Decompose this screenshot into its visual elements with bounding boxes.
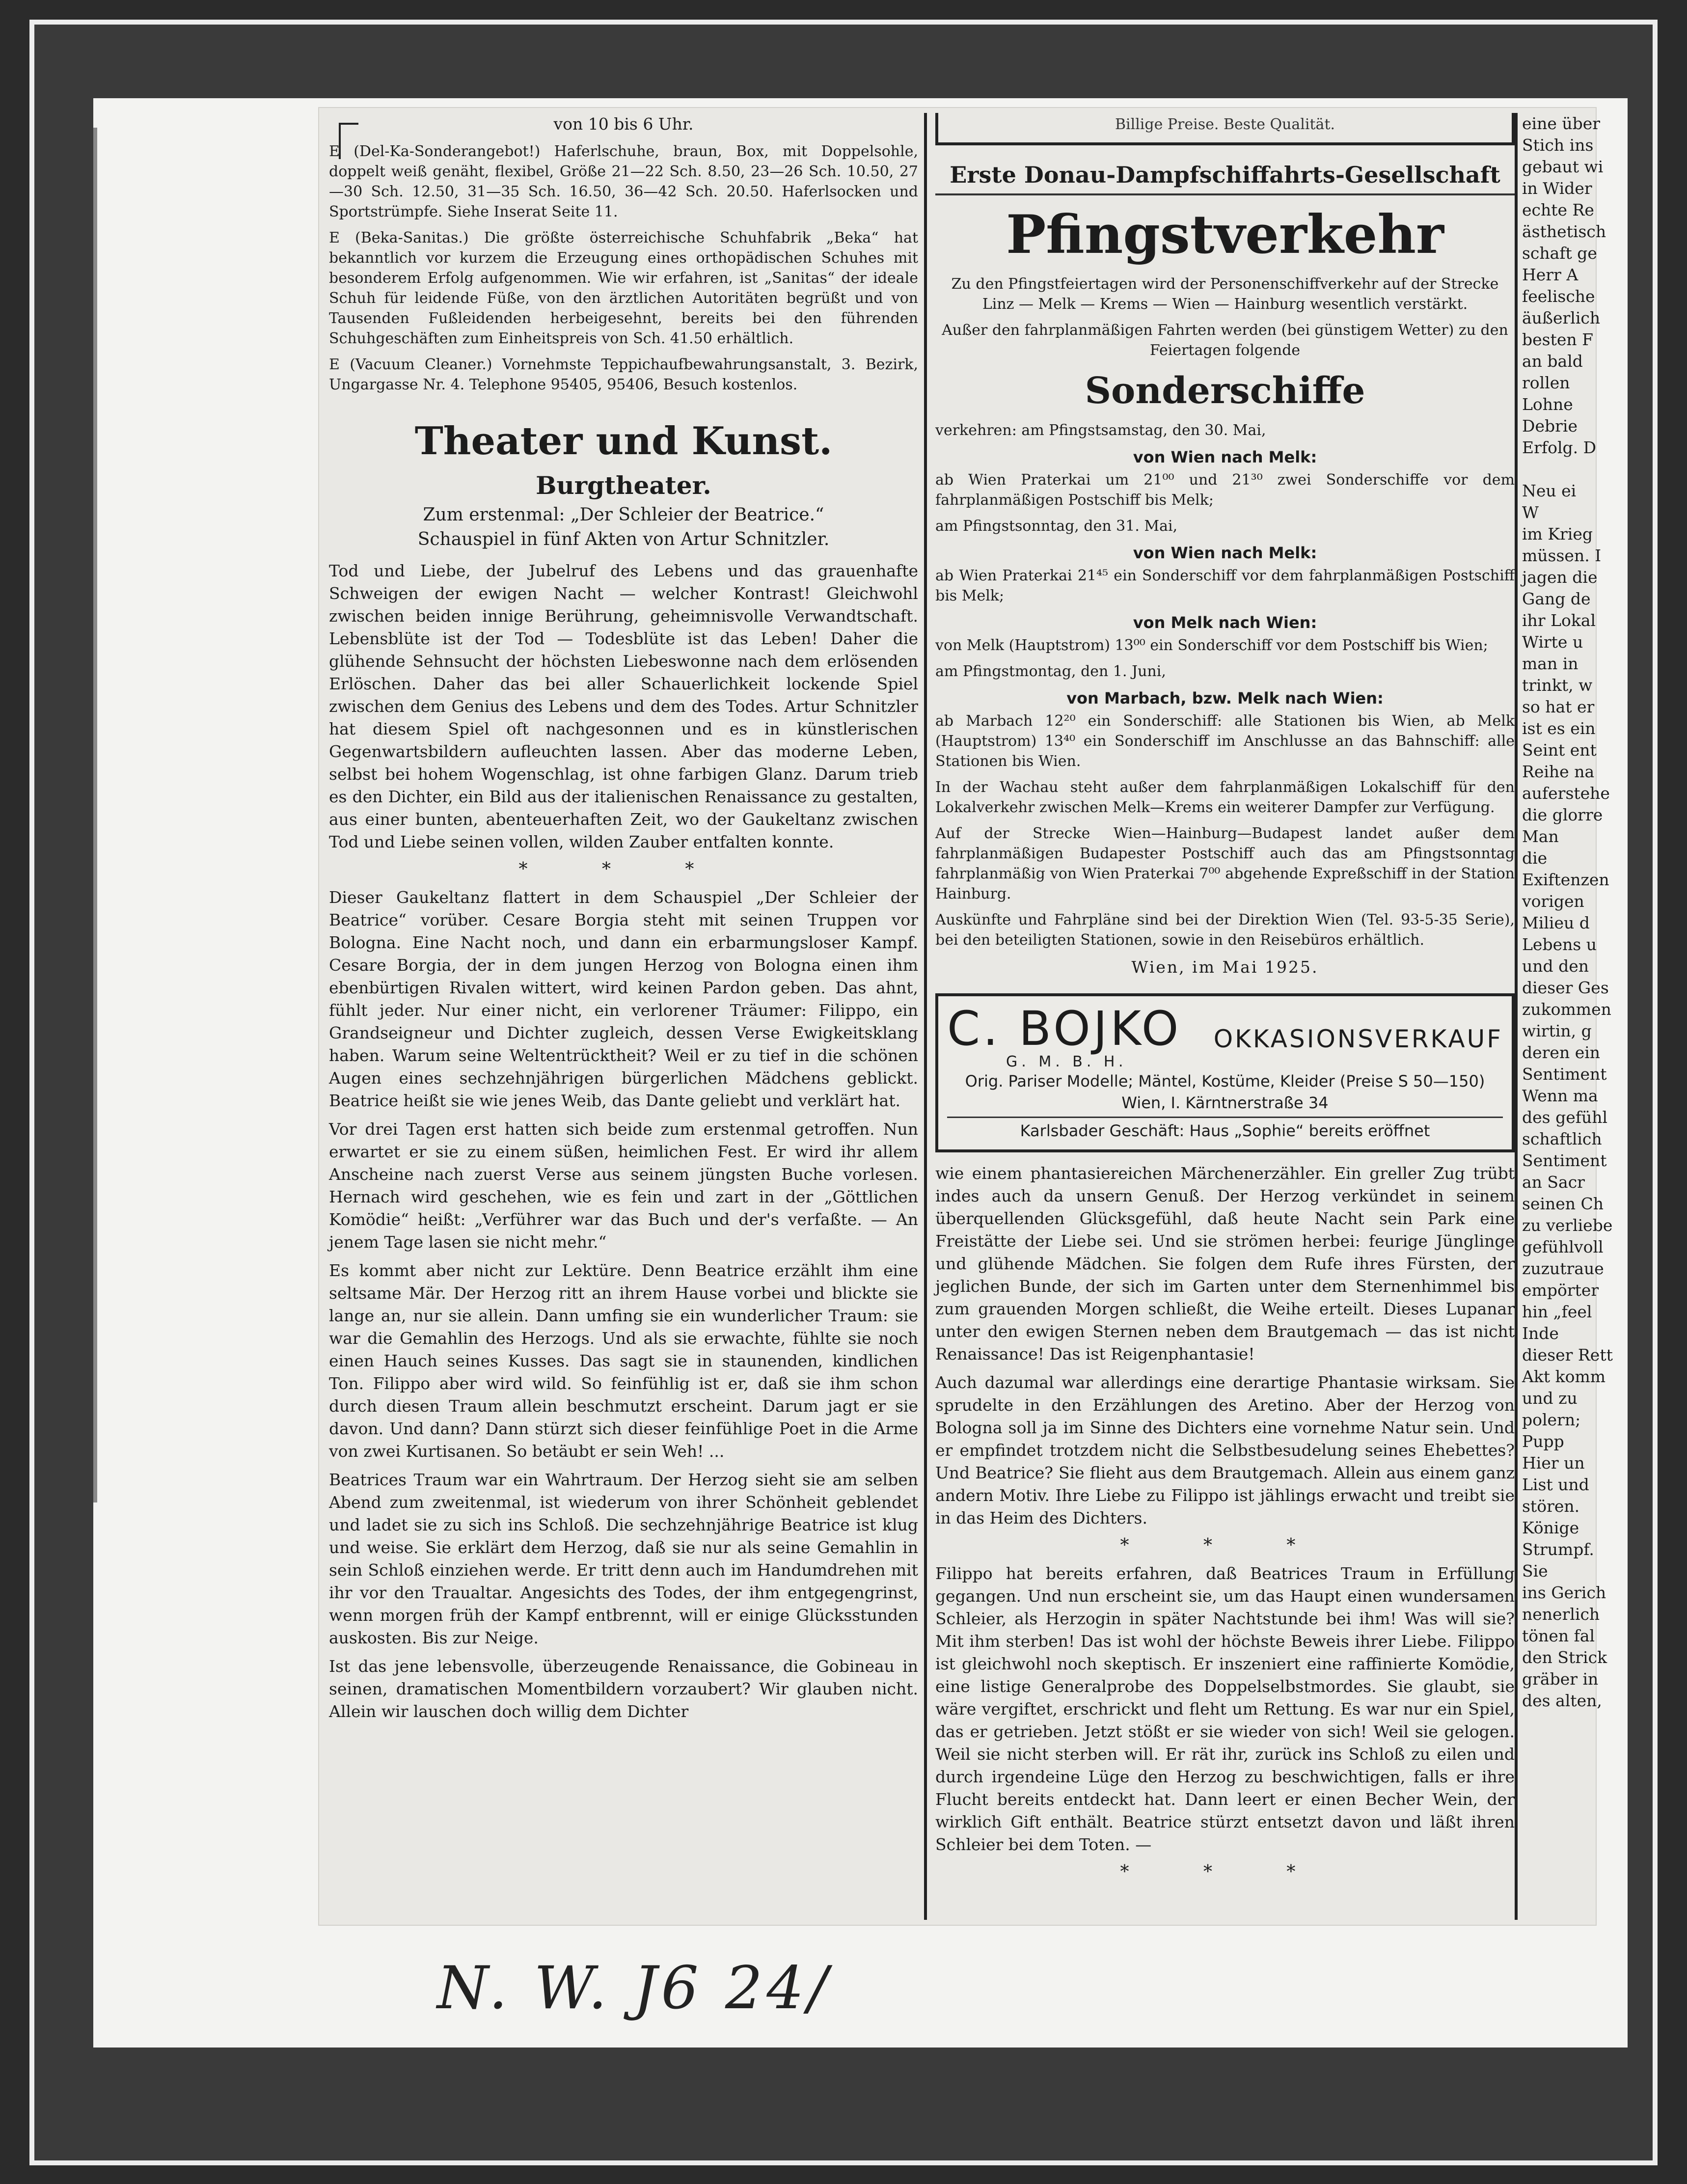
cut-line: Wirte u (1522, 632, 1583, 652)
company-name: Erste Donau-Dampfschiffahrts-Gesellschaft (935, 160, 1515, 195)
cut-line: ins Gerich (1522, 1583, 1606, 1602)
cut-line: ihr Lokal (1522, 611, 1596, 630)
schedule-line: Auskünfte und Fahrpläne sind bei der Direktion Wien (Tel. 93-5-35 Serie), bei den beteiligten Stationen, sowie in den Reisebüros erhältlich. (935, 911, 1515, 949)
route-heading: von Melk nach Wien: (1133, 613, 1317, 632)
schedule-line: ab Wien Praterkai 21⁴⁵ ein Sonderschiff vor dem fahrplanmäßigen Postschiff bis Melk; (935, 567, 1515, 604)
cut-line: Gang de (1522, 589, 1591, 608)
ad-line: Karlsbader Geschäft: Haus „Sophie“ bereits eröffnet (947, 1117, 1503, 1142)
cut-line: feelische (1522, 287, 1595, 306)
cut-line: rollen (1522, 373, 1570, 392)
ad-brand: C. BOJKO (947, 1001, 1182, 1056)
notice-intro: Zu den Pfingstfeiertagen wird der Personenschiffverkehr auf der Strecke Linz — Melk — Krems — Wien — Hainburg wesentlich verstärkt. (951, 275, 1499, 313)
cut-line: empörter (1522, 1281, 1599, 1300)
article-paragraph: Ist das jene lebensvolle, überzeugende Renaissance, die Gobineau in seinen, dramatischen Momentbildern vorzaubert? Wir glauben nicht. Allein wir lauschen doch willig dem Dichter (329, 1657, 918, 1721)
cut-line: Herr A (1522, 265, 1578, 284)
premiere-line: Zum erstenmal: „Der Schleier der Beatrice.“ (423, 505, 824, 525)
article-paragraph: Filippo hat bereits erfahren, daß Beatrices Traum in Erfüllung gegangen. Und nun erscheint sie, um das Haupt einen wundersamen Schleier, als Herzogin in später Nachtstunde bei ihm! Was will sie? Mit ihm sterben! Das ist wohl der höchste Beweis ihrer Liebe. Filippo ist gleichwohl noch skeptisch. Er inszeniert eine raffinierte Komödie, eine listige Generalprobe des Doppelselbstmordes. Sie glaubt, sie wäre vergiftet, erschrickt und fleht um Rettung. Es war nur ein Spiel, das er getrieben. Jetzt stößt er sie wieder von sich! Weil sie gelogen. Weil sie nicht sterben will. Er rät ihr, zurück ins Schloß zu eilen und durch irgendeine Lüge den Herzog zu beschwichtigen, falls er ihre Flucht bereits entdeckt hat. Dann leert er einen Becher Wein, der wirklich Gift enthält. Beatrice stürzt entsetzt davon und läßt ihren Schleier bei dem Toten. — (935, 1564, 1515, 1854)
route-heading: von Marbach, bzw. Melk nach Wien: (1066, 689, 1384, 708)
schedule-line: Auf der Strecke Wien—Hainburg—Budapest landet außer dem fahrplanmäßigen Budapester Postschiff auch das am Pfingstsonntag fahrplanmäßig von Wien Praterkai 7⁰⁰ abgehende Expreßschiff in der Station Hainburg. (935, 825, 1515, 902)
cut-line: den Strick (1522, 1648, 1607, 1667)
cut-line: Sentiment (1522, 1065, 1607, 1084)
cut-line: und zu (1522, 1389, 1578, 1408)
cut-line: schaft ge (1522, 244, 1597, 263)
dateline: Wien, im Mai 1925. (1131, 957, 1319, 977)
cut-line: des alten, (1522, 1691, 1602, 1710)
cut-line: Pupp (1522, 1432, 1564, 1451)
cut-line: Hier un (1522, 1453, 1585, 1473)
cut-line: gefühlvoll (1522, 1237, 1604, 1256)
cut-line: ästhetisch (1522, 222, 1606, 241)
middle-column (935, 113, 1515, 1889)
cut-line: polern; (1522, 1410, 1581, 1429)
cut-line: wirtin, g (1522, 1021, 1592, 1040)
right-cut-column (1522, 113, 1613, 1712)
cut-line: Man (1522, 827, 1559, 846)
cut-line: ist es ein (1522, 719, 1596, 738)
end-divider: * * * (1120, 1862, 1330, 1882)
schedule-line: am Pfingstmontag, den 1. Juni, (935, 663, 1166, 680)
cut-line: so hat er (1522, 697, 1595, 716)
cut-line: Akt komm (1522, 1367, 1606, 1386)
cut-line: Wenn ma (1522, 1086, 1598, 1105)
newspaper-clipping (319, 108, 1613, 1925)
top-fragment: von 10 bis 6 Uhr. (553, 114, 694, 134)
cut-line: stören. (1522, 1497, 1580, 1516)
cut-line: Inde (1522, 1324, 1559, 1343)
cut-line: auferstehe (1522, 784, 1610, 803)
cut-line: vorigen (1522, 892, 1584, 911)
cut-line: man in (1522, 654, 1578, 673)
article-paragraph: Beatrices Traum war ein Wahrtraum. Der Herzog sieht sie am selben Abend zum zweitenmal, ist wiederum von ihrer Schönheit geblendet und ladet sie zu sich ins Schloß. Die sechzehnjährige Beatrice ist klug und weise. Sie erklärt dem Herzog, daß sie nur als seine Gemahlin in sein Schloß einziehen werde. Er tritt denn auch im Handumdrehen mit ihr vor den Traualtar. Angesichts des Todes, der ihm entgegengrinst, wenn morgen früh der Kampf entbrennt, will er einige Glücksstunden auskosten. Bis zur Neige. (329, 1470, 918, 1647)
cut-line: seinen Ch (1522, 1194, 1604, 1213)
schedule-line: ab Wien Praterkai um 21⁰⁰ und 21³⁰ zwei Sonderschiffe vor dem fahrplanmäßigen Postschiff bis Melk; (935, 471, 1515, 509)
section-title: Theater und Kunst. (414, 419, 833, 464)
cut-line: hin „feel (1522, 1302, 1592, 1321)
section-divider: * * * (1120, 1535, 1330, 1556)
article-paragraph: Es kommt aber nicht zur Lektüre. Denn Beatrice erzählt ihm eine seltsame Mär. Der Herzog ritt an ihrem Hause vorbei und blickte sie lange an, nur sie allein. Dann umfing sie ein wunderlicher Traum: sie war die Gemahlin des Herzogs. Und als sie erwachte, fühlte sie noch einen Hauch seines Kusses. Das sagt sie in staunenden, kindlichen Ton. Filippo aber wird wild. So feinfühlig ist er, daß sie ihm schon durch diesen Traum allein beschmutzt erscheint. Darum jagt er sie davon. Und dann? Dann stürzt sich dieser feinfühlige Poet in die Arme von zwei Kurtisanen. So betäubt er sein Weh! ... (329, 1261, 918, 1461)
cut-line: Sentiment (1522, 1151, 1607, 1170)
classified-ads (329, 141, 918, 395)
cut-line: Debrie (1522, 416, 1578, 436)
cut-line: Lohne (1522, 395, 1573, 414)
cut-line: Milieu d (1522, 913, 1590, 932)
cut-line: tönen fal (1522, 1626, 1595, 1645)
cut-line: zuzutraue (1522, 1259, 1604, 1278)
article-paragraph: Dieser Gaukeltanz flattert in dem Schauspiel „Der Schleier der Beatrice“ vorüber. Cesare Borgia steht mit seinen Truppen vor Bologna. Eine Nacht noch, und dann ein erbarmungsloser Kampf. Cesare Borgia, der in dem jungen Herzog von Bologna einen ihm ebenbürtigen Rivalen wittert, wird keinen Pardon geben. Das ahnt, fühlt jeder. Nur einer nicht, ein verlorener Träumer: Filippo, ein Grandseigneur und Dichter zugleich, dessen Verse Ewigkeitsklang haben. Warum seine Weltentrücktheit? Weil er zu tief in die schönen Augen eines sechzehnjährigen bürgerlichen Mädchens geblickt. Beatrice heißt sie wie jenes Weib, das Dante geliebt und verklärt hat. (329, 888, 918, 1110)
article-paragraph: Auch dazumal war allerdings eine derartige Phantasie wirksam. Sie sprudelte in den Erzählungen des Aretino. Aber der Herzog von Bologna soll ja im Sinne des Dichters eine vornehme Natur sein. Und er empfindet trotzdem nicht die Selbstbesudelung seines Ehebettes? Und Beatrice? Sie flieht aus dem Brautgemach. Allein aus einem ganz andern Motiv. Ihre Liebe zu Filippo ist jählings erwacht und treibt sie in das Heim des Dichters. (935, 1373, 1515, 1528)
cut-line: äußerlich (1522, 308, 1601, 328)
cut-line: in Wider (1522, 179, 1592, 198)
cut-line: schaftlich (1522, 1129, 1602, 1148)
column-rule (924, 113, 927, 1920)
cut-line: und den (1522, 956, 1589, 976)
article-paragraph: wie einem phantasiereichen Märchenerzähler. Ein greller Zug trübt indes auch da unsern Genuß. Der Herzog verkündet in seinem überquellenden Glücksgefühl, daß heute Nacht sein Park eine Freistätte der Liebe sei. Und sie strömen herbei: feurige Jünglinge und glühende Mädchen. Sie folgen dem Rufe ihres Fürsten, der jeglichen Bunde, der sich im Garten unter dem Sternenhimmel bis zum grauenden Morgen schließt, die Weihe erteilt. Dieses Lupanar unter den ewigen Sternen neben dem Brautgemach — das ist nicht Renaissance! Das ist Reigenphantasie! (935, 1164, 1515, 1364)
cut-line: dieser Rett (1522, 1345, 1613, 1365)
notice-title: Pfingstverkehr (1006, 204, 1444, 266)
cut-line: besten F (1522, 330, 1594, 349)
ad-line: Orig. Pariser Modelle; Mäntel, Kostüme, Kleider (Preise S 50—150) (965, 1072, 1485, 1091)
schedule-line: ab Marbach 12²⁰ ein Sonderschiff: alle Stationen bis Wien, ab Melk (Hauptstrom) 13⁴⁰ ein Sonderschiff im Anschlusse an das Bahnschiff: alle Stationen bis Wien. (935, 712, 1515, 770)
cut-line: jagen die (1522, 568, 1598, 587)
schedule-line: verkehren: am Pfingstsamstag, den 30. Mai, (935, 422, 1266, 439)
cut-line: gebaut wi (1522, 157, 1604, 176)
ad-paragraph: E (Beka-Sanitas.) Die größte österreichische Schuhfabrik „Beka“ hat bekanntlich vor kurzem die Erzeugung eines orthopädischen Schuhes mit besonderem Erfolg aufgenommen. Wie wir erfahren, ist „Sanitas“ der ideale Schuh für leidende Füße, von den ärztlichen Autoritäten begrüßt und von Tausenden Fußleidenden herbeigesehnt, bereits bei den führenden Schuhgeschäften zum Einheitspreis von Sch. 41.50 erhältlich. (329, 229, 918, 347)
cut-line: W (1522, 503, 1539, 522)
cut-line: Reihe na (1522, 762, 1595, 781)
cut-line: im Krieg (1522, 524, 1593, 544)
bojko-advertisement (935, 993, 1515, 1152)
article-paragraph: Tod und Liebe, der Jubelruf des Lebens und das grauenhafte Schweigen der ewigen Nacht — welcher Kontrast! Gleichwohl zwischen beiden innige Berührung, geheimnisvolle Verwandtschaft. Lebensblüte ist der Tod — Todesblüte ist das Leben! Daher die glühende Sehnsucht der höchsten Liebeswonne nach dem erlösenden Erlöschen. Daher das bei aller Schauerlichkeit lockende Spiel zwischen dem Genius des Lebens und dem des Todes. Artur Schnitzler hat diesem Spiel oft nachgesonnen und es in künstlerischen Gegenwartsbildern aufleuchten lassen. Aber das moderne Leben, selbst bei hohem Wogenschlag, ist ohne farbigen Glanz. Darum trieb es den Dichter, ein Bild aus der italienischen Renaissance zu gestalten, aus einer bunten, abenteuerhaften Zeit, wo der Gaukeltanz zwischen Tod und Liebe seinen vollen, wilden Zauber entfalten konnte. (329, 561, 918, 851)
ad-type: OKKASIONSVERKAUF (1213, 1025, 1503, 1053)
cut-line: eine über (1522, 114, 1601, 133)
schedule-line: von Melk (Hauptstrom) 13⁰⁰ ein Sonderschiff vor dem Postschiff bis Wien; (935, 637, 1488, 654)
cut-line: Sie (1522, 1561, 1548, 1581)
cut-line: Strumpf. (1522, 1540, 1594, 1559)
route-heading: von Wien nach Melk: (1133, 544, 1317, 562)
cut-line: Seint ent (1522, 740, 1597, 760)
left-column (329, 113, 918, 1729)
cut-line (1522, 459, 1596, 480)
cut-line: die glorre (1522, 805, 1603, 824)
schedule-line: In der Wachau steht außer dem fahrplanmäßigen Lokalschiff für den Lokalverkehr zwischen Melk—Krems ein weiterer Dampfer zur Verfügung. (935, 779, 1515, 816)
top-ad-strip: Billige Preise. Beste Qualität. (935, 113, 1515, 145)
cut-line: echte Re (1522, 200, 1594, 219)
cut-line: dieser Ges (1522, 978, 1609, 997)
section-divider: * * * (518, 859, 729, 879)
article-paragraph: Vor drei Tagen erst hatten sich beide zum erstenmal getroffen. Nun erwartet er sie zu einem süßen, heimlichen Fest. Er wird ihr allem Anscheine nach zuerst Verse aus seinem jüngsten Buche vorlesen. Hernach wird geschehen, wie es fein und zart in der „Göttlichen Komödie“ heißt: „Verführer war das Buch und der's verfaßte. — An jenem Tage lasen sie nicht mehr.“ (329, 1119, 918, 1252)
cut-line: an bald (1522, 352, 1583, 371)
cut-line: Exiftenzen (1522, 870, 1609, 889)
cut-line: Erfolg. D (1522, 438, 1597, 457)
cut-line: Neu ei (1522, 481, 1577, 500)
schedule-line: am Pfingstsonntag, den 31. Mai, (935, 518, 1178, 535)
cut-line: zukommen (1522, 1000, 1611, 1019)
premiere-subtitle: Schauspiel in fünf Akten von Artur Schnitzler. (417, 529, 830, 549)
subsection-title: Burgtheater. (536, 471, 711, 500)
cut-line: zu verliebe (1522, 1216, 1613, 1235)
notice-subtitle: Sonderschiffe (1085, 370, 1365, 412)
cut-line: Stich ins (1522, 136, 1594, 155)
cut-line: des gefühl (1522, 1108, 1608, 1127)
left-neighbor-edge (93, 128, 97, 1502)
route-heading: von Wien nach Melk: (1133, 448, 1317, 466)
ad-paragraph: E (Vacuum Cleaner.) Vornehmste Teppichaufbewahrungsanstalt, 3. Bezirk, Ungargasse Nr. 4. Telephone 95405, 95406, Besuch kostenlos. (329, 356, 918, 393)
cut-line: Könige (1522, 1518, 1579, 1537)
column-rule (1515, 113, 1518, 1920)
ad-gmbh: G. M. B. H. (1006, 1053, 1127, 1070)
cut-line: Lebens u (1522, 935, 1597, 954)
cut-line: an Sacr (1522, 1173, 1585, 1192)
cut-line: die (1522, 848, 1548, 868)
schedule-list (935, 420, 1515, 950)
cut-line: List und (1522, 1475, 1589, 1494)
cut-line: nenerlich (1522, 1605, 1600, 1624)
ad-line: Wien, I. Kärntnerstraße 34 (1121, 1093, 1329, 1112)
cut-line: gräber in (1522, 1669, 1599, 1689)
handwritten-note: N. W. J6 24/ (437, 1954, 832, 2022)
cut-line: trinkt, w (1522, 676, 1593, 695)
cut-line: müssen. I (1522, 546, 1602, 565)
cut-line: deren ein (1522, 1043, 1601, 1062)
ad-paragraph: E (Del-Ka-Sonderangebot!) Haferlschuhe, braun, Box, mit Doppelsohle, doppelt weiß genäht, flexibel, Größe 21—22 Sch. 8.50, 23—26 Sch. 10.50, 27—30 Sch. 12.50, 31—35 Sch. 16.50, 36—42 Sch. 20.50. Haferlsocken und Sportstrümpfe. Siehe Inserat Seite 11. (329, 143, 918, 220)
notice-intro: Außer den fahrplanmäßigen Fahrten werden (bei günstigem Wetter) zu den Feiertagen folgende (942, 322, 1508, 359)
